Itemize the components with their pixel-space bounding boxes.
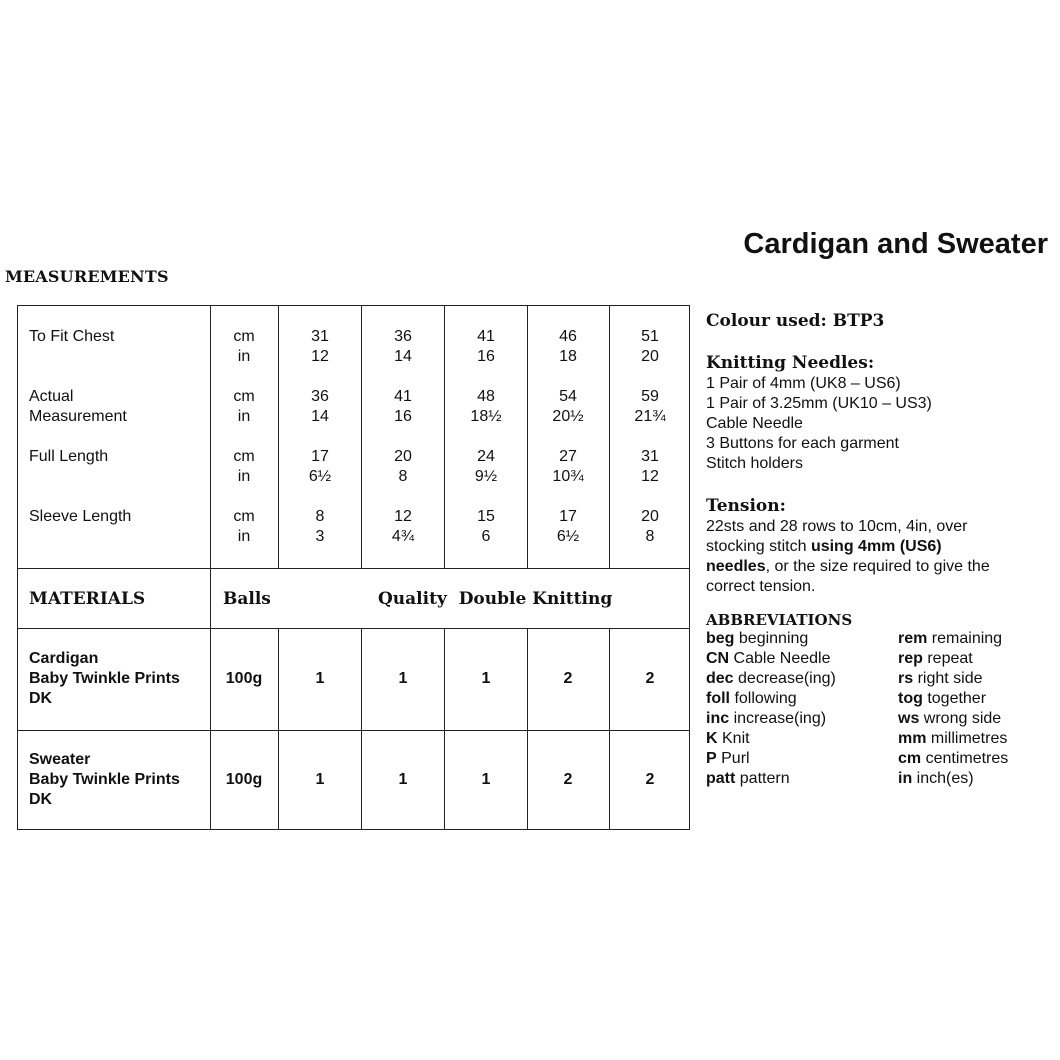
needles-heading: Knitting Needles: <box>706 353 875 373</box>
measurement-value: 8 <box>398 468 408 485</box>
unit-label: in <box>237 468 251 485</box>
abbreviation-term: CN <box>706 650 730 667</box>
measurement-label: Sleeve Length <box>29 508 132 525</box>
measurement-value: 41 <box>477 328 495 345</box>
abbreviation-term: patt <box>706 770 736 787</box>
tension-heading: Tension: <box>706 496 786 516</box>
measurement-value: 9½ <box>474 468 498 485</box>
measurement-label: Full Length <box>29 448 109 465</box>
unit-label: cm <box>233 328 255 345</box>
measurement-value: 48 <box>477 388 495 405</box>
measurement-value: 20 <box>641 348 659 365</box>
balls-count: 2 <box>645 771 655 788</box>
table-divider <box>444 628 445 830</box>
measurement-value: 31 <box>311 328 329 345</box>
abbreviation-term: dec <box>706 670 734 687</box>
measurement-value: 6½ <box>308 468 332 485</box>
measurement-label: Actual Measurement <box>29 388 127 425</box>
tension-text-part: , or the size required to give the <box>765 558 990 575</box>
table-divider <box>361 628 362 830</box>
abbreviation-meaning: Cable Needle <box>729 650 831 667</box>
tension-text-part: stocking stitch <box>706 538 811 555</box>
balls-count: 1 <box>398 771 408 788</box>
measurement-value: 24 <box>477 448 495 465</box>
abbreviation-term: rem <box>898 630 928 647</box>
quality-label: Quality <box>378 589 447 609</box>
measurements-heading: MEASUREMENTS <box>5 267 169 286</box>
needle-line: 1 Pair of 3.25mm (UK10 – US3) <box>706 395 932 412</box>
balls-count: 1 <box>398 670 408 687</box>
measurement-value: 12 <box>641 468 659 485</box>
measurement-value: 54 <box>559 388 577 405</box>
balls-count: 2 <box>645 670 655 687</box>
tension-line <box>706 557 990 577</box>
table-divider <box>278 628 279 830</box>
abbreviation-term: mm <box>898 730 927 747</box>
materials-heading: MATERIALS <box>29 589 146 609</box>
measurement-value: 15 <box>477 508 495 525</box>
material-weight: 100g <box>225 771 263 788</box>
abbreviation-term: beg <box>706 630 735 647</box>
table-divider <box>361 306 362 569</box>
measurement-value: 14 <box>394 348 412 365</box>
measurement-label: To Fit Chest <box>29 328 115 345</box>
unit-label: cm <box>233 508 255 525</box>
table-divider <box>527 306 528 569</box>
abbreviation-term: rep <box>898 650 923 667</box>
material-weight: 100g <box>225 670 263 687</box>
abbreviation-item <box>706 709 826 729</box>
abbreviation-term: foll <box>706 690 730 707</box>
abbreviation-item <box>898 709 1001 729</box>
tension-line: correct tension. <box>706 578 816 595</box>
measurement-value: 20 <box>641 508 659 525</box>
needle-line: 3 Buttons for each garment <box>706 435 899 452</box>
abbreviation-term: rs <box>898 670 914 687</box>
balls-count: 1 <box>481 670 491 687</box>
measurement-value: 8 <box>645 528 655 545</box>
abbreviation-meaning: wrong side <box>919 710 1002 727</box>
quality-value: Double Knitting <box>458 589 613 609</box>
material-label: Cardigan Baby Twinkle Prints DK <box>29 650 180 707</box>
measurement-value: 12 <box>311 348 329 365</box>
measurement-value: 27 <box>559 448 577 465</box>
balls-count: 1 <box>481 771 491 788</box>
abbreviation-term: in <box>898 770 913 787</box>
abbreviation-item <box>898 749 1008 769</box>
abbreviation-item <box>706 689 797 709</box>
measurement-value: 16 <box>394 408 412 425</box>
abbreviation-item <box>706 729 750 749</box>
abbreviation-term: tog <box>898 690 923 707</box>
abbreviation-term: cm <box>898 750 922 767</box>
abbreviation-item <box>898 629 1002 649</box>
abbreviation-meaning: Knit <box>717 730 750 747</box>
colour-used: Colour used: BTP3 <box>706 311 885 331</box>
balls-heading: Balls <box>223 589 271 609</box>
needle-line: 1 Pair of 4mm (UK8 – US6) <box>706 375 901 392</box>
measurement-value: 12 <box>394 508 412 525</box>
measurement-value: 20 <box>394 448 412 465</box>
measurement-value: 31 <box>641 448 659 465</box>
table-divider <box>18 730 689 731</box>
abbreviation-item <box>898 729 1007 749</box>
abbreviation-item <box>706 749 750 769</box>
measurement-value: 18 <box>559 348 577 365</box>
table-divider <box>609 628 610 830</box>
measurement-value: 21¾ <box>634 408 666 425</box>
tension-text-bold: using 4mm (US6) <box>810 538 942 555</box>
unit-label: in <box>237 348 251 365</box>
balls-count: 1 <box>315 771 325 788</box>
abbreviation-meaning: increase(ing) <box>729 710 827 727</box>
abbreviation-meaning: Purl <box>716 750 750 767</box>
abbreviation-meaning: millimetres <box>926 730 1008 747</box>
abbreviation-meaning: remaining <box>927 630 1003 647</box>
abbreviation-item <box>706 629 808 649</box>
measurement-value: 10¾ <box>552 468 584 485</box>
balls-count: 1 <box>315 670 325 687</box>
tension-text <box>706 517 990 597</box>
page-title: Cardigan and Sweater <box>743 228 1048 260</box>
abbreviation-meaning: following <box>730 690 797 707</box>
measurement-value: 20½ <box>552 408 584 425</box>
size-table <box>17 305 690 830</box>
abbreviation-item <box>706 649 831 669</box>
abbreviation-meaning: right side <box>913 670 983 687</box>
abbreviation-term: P <box>706 750 717 767</box>
measurement-value: 6 <box>481 528 491 545</box>
balls-count: 2 <box>563 771 573 788</box>
measurement-value: 6½ <box>556 528 580 545</box>
abbreviations-heading: ABBREVIATIONS <box>706 611 853 629</box>
abbreviation-item <box>898 689 986 709</box>
measurement-value: 17 <box>559 508 577 525</box>
measurement-value: 51 <box>641 328 659 345</box>
abbreviation-term: inc <box>706 710 730 727</box>
abbreviation-item <box>898 649 973 669</box>
needles-list <box>706 374 932 474</box>
table-divider <box>18 628 689 629</box>
table-divider <box>278 306 279 569</box>
material-label: Sweater Baby Twinkle Prints DK <box>29 751 180 808</box>
unit-label: in <box>237 528 251 545</box>
measurement-value: 36 <box>311 388 329 405</box>
measurement-value: 46 <box>559 328 577 345</box>
abbreviation-meaning: inch(es) <box>912 770 974 787</box>
tension-line <box>706 537 990 557</box>
measurement-value: 16 <box>477 348 495 365</box>
measurement-value: 4¾ <box>391 528 415 545</box>
abbreviation-meaning: pattern <box>735 770 790 787</box>
abbreviation-item <box>706 769 790 789</box>
abbreviation-term: K <box>706 730 718 747</box>
measurement-value: 17 <box>311 448 329 465</box>
quality-heading <box>378 589 612 609</box>
measurement-value: 14 <box>311 408 329 425</box>
tension-line: 22sts and 28 rows to 10cm, 4in, over <box>706 518 968 535</box>
table-divider <box>444 306 445 569</box>
abbreviation-meaning: together <box>922 690 987 707</box>
measurement-value: 18½ <box>470 408 502 425</box>
table-divider <box>609 306 610 569</box>
measurement-value: 41 <box>394 388 412 405</box>
measurement-value: 3 <box>315 528 325 545</box>
needle-line: Stitch holders <box>706 455 803 472</box>
abbreviation-item <box>706 669 836 689</box>
abbreviation-item <box>898 769 974 789</box>
measurement-value: 8 <box>315 508 325 525</box>
measurement-value: 36 <box>394 328 412 345</box>
abbreviation-meaning: decrease(ing) <box>733 670 836 687</box>
abbreviation-meaning: beginning <box>734 630 809 647</box>
tension-text-bold: needles <box>706 558 766 575</box>
abbreviation-item <box>898 669 983 689</box>
measurement-value: 59 <box>641 388 659 405</box>
table-divider <box>527 628 528 830</box>
table-divider <box>18 568 689 569</box>
abbreviation-term: ws <box>898 710 920 727</box>
unit-label: cm <box>233 388 255 405</box>
abbreviation-meaning: centimetres <box>921 750 1009 767</box>
balls-count: 2 <box>563 670 573 687</box>
abbreviation-meaning: repeat <box>922 650 973 667</box>
unit-label: cm <box>233 448 255 465</box>
needle-line: Cable Needle <box>706 415 803 432</box>
unit-label: in <box>237 408 251 425</box>
